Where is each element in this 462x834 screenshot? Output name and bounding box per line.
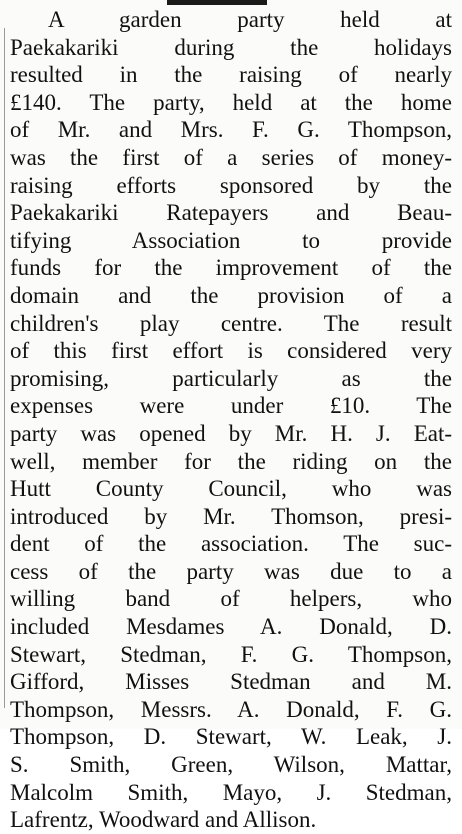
- article-line: children's play centre. The result: [10, 310, 452, 336]
- article-line: Paekakariki during the holidays: [10, 34, 452, 60]
- article-line: cess of the party was due to a: [10, 558, 452, 584]
- article-line: funds for the improvement of the: [10, 255, 452, 281]
- article-line: of this first effort is considered very: [10, 338, 452, 364]
- article-line: Thompson, Messrs. A. Donald, F. G.: [10, 696, 452, 722]
- article-line: willing band of helpers, who: [10, 586, 452, 612]
- article-line: Paekakariki Ratepayers and Beau-: [10, 200, 452, 226]
- article-line: Malcolm Smith, Mayo, J. Stedman,: [10, 779, 452, 805]
- article-line: raising efforts sponsored by the: [10, 172, 452, 198]
- column-rule: [4, 28, 5, 708]
- article-line: included Mesdames A. Donald, D.: [10, 614, 452, 640]
- article-line: Lafrentz, Woodward and Allison.: [10, 807, 317, 833]
- article-body: [10, 6, 452, 834]
- article-line: promising, particularly as the: [10, 365, 452, 391]
- top-rule: [167, 0, 267, 5]
- article-line: Stewart, Stedman, F. G. Thompson,: [10, 641, 452, 667]
- article-line: dent of the association. The suc-: [10, 531, 452, 557]
- article-line: A garden party held at: [48, 7, 452, 32]
- article-line: S. Smith, Green, Wilson, Mattar,: [10, 752, 452, 778]
- article-line: expenses were under £10. The: [10, 393, 452, 419]
- article-line: of Mr. and Mrs. F. G. Thompson,: [10, 117, 452, 143]
- article-line: Gifford, Misses Stedman and M.: [10, 669, 452, 695]
- article-line: introduced by Mr. Thomson, presi-: [10, 503, 452, 529]
- article-line: resulted in the raising of nearly: [10, 62, 452, 88]
- article-line: Hutt County Council, who was: [10, 476, 452, 502]
- article-line: £140. The party, held at the home: [10, 89, 452, 115]
- article-line: well, member for the riding on the: [10, 448, 452, 474]
- article-line: Thompson, D. Stewart, W. Leak, J.: [10, 724, 452, 750]
- article-line: was the first of a series of money-: [10, 144, 452, 170]
- article-line: domain and the provision of a: [10, 282, 452, 308]
- article-line: tifying Association to provide: [10, 227, 452, 253]
- article-line: party was opened by Mr. H. J. Eat-: [10, 420, 452, 446]
